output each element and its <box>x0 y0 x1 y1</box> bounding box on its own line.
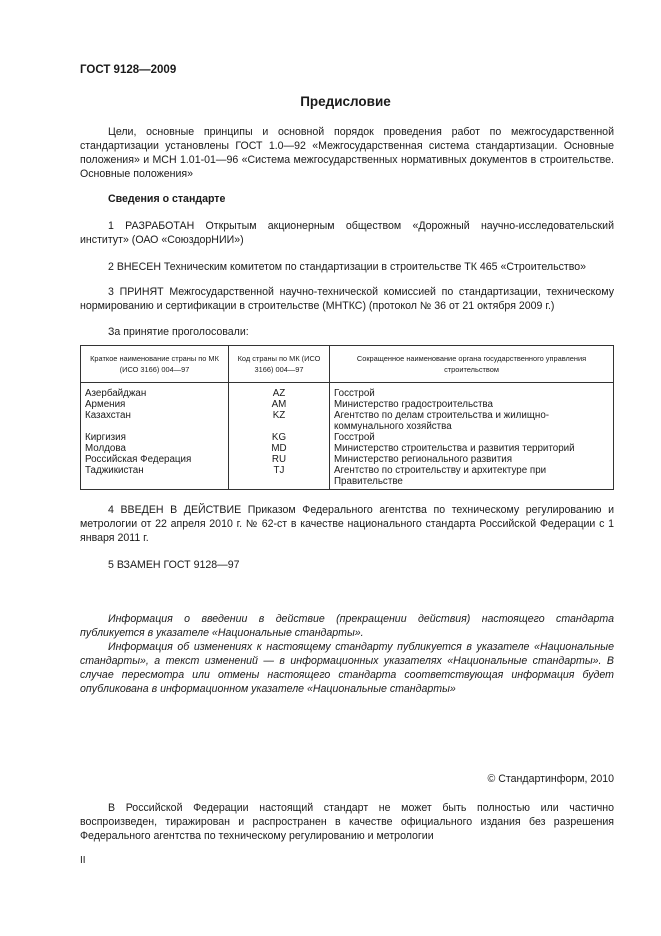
country-cell: Молдова <box>81 443 229 454</box>
country-cell: Таджикистан <box>81 465 229 490</box>
page-title: Предисловие <box>300 94 391 109</box>
item-replaces <box>80 558 614 572</box>
item-developed <box>80 219 614 247</box>
code-cell: KZ <box>229 410 330 432</box>
header-country: Краткое наименование страны по МК (ИСО 3166) 004—97 <box>81 346 229 383</box>
voted-label: За принятие проголосовали: <box>108 326 249 338</box>
body-cell: Госстрой <box>330 383 614 400</box>
header-body: Сокращенное наименование органа государственного управления строительством <box>330 346 614 383</box>
body-cell: Агентство по делам строительства и жилищно-коммунального хозяйства <box>330 410 614 432</box>
notice-changes-text: Информация об изменениях к настоящему стандарту публикуется в указателе «Национальные стандарты», а текст изменений — в информационных указателях «Национальные стандарты». В случае пересмотра или отмены настоящего стандарта соответствующая информация будет опубликована в информационном указателе «Национальные стандарты» <box>80 641 614 695</box>
header-code: Код страны по МК (ИСО 3166) 004—97 <box>229 346 330 383</box>
country-cell: Российская Федерация <box>81 454 229 465</box>
intro-text: Цели, основные принципы и основной порядок проведения работ по межгосударственной стандартизации установлены ГОСТ 1.0—92 «Межгосударственная система стандартизации. Основные положения» и МСН 1.01-01—96 «Система межгосударственных нормативных документов в строительстве. Основные положения» <box>80 126 614 180</box>
table-row <box>81 383 614 400</box>
country-cell: Казахстан <box>81 410 229 432</box>
page-number: II <box>80 855 86 866</box>
table-row <box>81 465 614 490</box>
body-cell: Министерство строительства и развития территорий <box>330 443 614 454</box>
item-enacted-text: 4 ВВЕДЕН В ДЕЙСТВИЕ Приказом Федерального агентства по техническому регулированию и метрологии от 22 апреля 2010 г. № 62-ст в качестве национального стандарта Российской Федерации с 1 января 2011 г. <box>80 504 614 544</box>
item-introduced <box>80 260 614 274</box>
notice-enactment-text: Информация о введении в действие (прекращении действия) настоящего стандарта публикуется в указателе «Национальные стандарты». <box>80 613 614 639</box>
body-cell: Министерство регионального развития <box>330 454 614 465</box>
intro-paragraph <box>80 125 614 181</box>
item-introduced-text: 2 ВНЕСЕН Техническим комитетом по стандартизации в строительстве ТК 465 «Строительство» <box>108 261 587 273</box>
table-row <box>81 432 614 443</box>
code-cell: TJ <box>229 465 330 490</box>
table-header-row <box>81 346 614 383</box>
item-replaces-text: 5 ВЗАМЕН ГОСТ 9128—97 <box>108 559 240 571</box>
info-heading: Сведения о стандарте <box>108 193 226 205</box>
code-cell: RU <box>229 454 330 465</box>
table-row <box>81 454 614 465</box>
country-cell: Армения <box>81 399 229 410</box>
notice-changes <box>80 640 614 696</box>
body-cell: Министерство градостроительства <box>330 399 614 410</box>
country-cell: Киргизия <box>81 432 229 443</box>
voting-table <box>80 345 614 490</box>
table-row <box>81 399 614 410</box>
table-row <box>81 410 614 432</box>
table-row <box>81 443 614 454</box>
code-cell: AZ <box>229 383 330 400</box>
item-adopted <box>80 285 614 313</box>
notice-enactment <box>80 612 614 640</box>
item-developed-text: 1 РАЗРАБОТАН Открытым акционерным обществом «Дорожный научно-исследовательский институт» (ОАО «СоюздорНИИ») <box>80 220 614 246</box>
code-cell: AM <box>229 399 330 410</box>
reproduction-notice: В Российской Федерации настоящий стандарт не может быть полностью или частично воспроизведен, тиражирован и распространен в качестве официального издания без разрешения Федерального агентства по техническому регулированию и метрологии <box>80 802 614 842</box>
body-cell: Агентство по строительству и архитектуре при Правительстве <box>330 465 614 490</box>
code-cell: MD <box>229 443 330 454</box>
item-adopted-text: 3 ПРИНЯТ Межгосударственной научно-технической комиссией по стандартизации, техническому нормированию и сертификации в строительстве (МНТКС) (протокол № 36 от 21 октября 2009 г.) <box>80 286 614 312</box>
body-cell: Госстрой <box>330 432 614 443</box>
code-cell: KG <box>229 432 330 443</box>
country-cell: Азербайджан <box>81 383 229 400</box>
item-enacted <box>80 503 614 545</box>
copyright-notice: © Стандартинформ, 2010 <box>487 773 614 785</box>
document-id: ГОСТ 9128—2009 <box>80 64 177 76</box>
